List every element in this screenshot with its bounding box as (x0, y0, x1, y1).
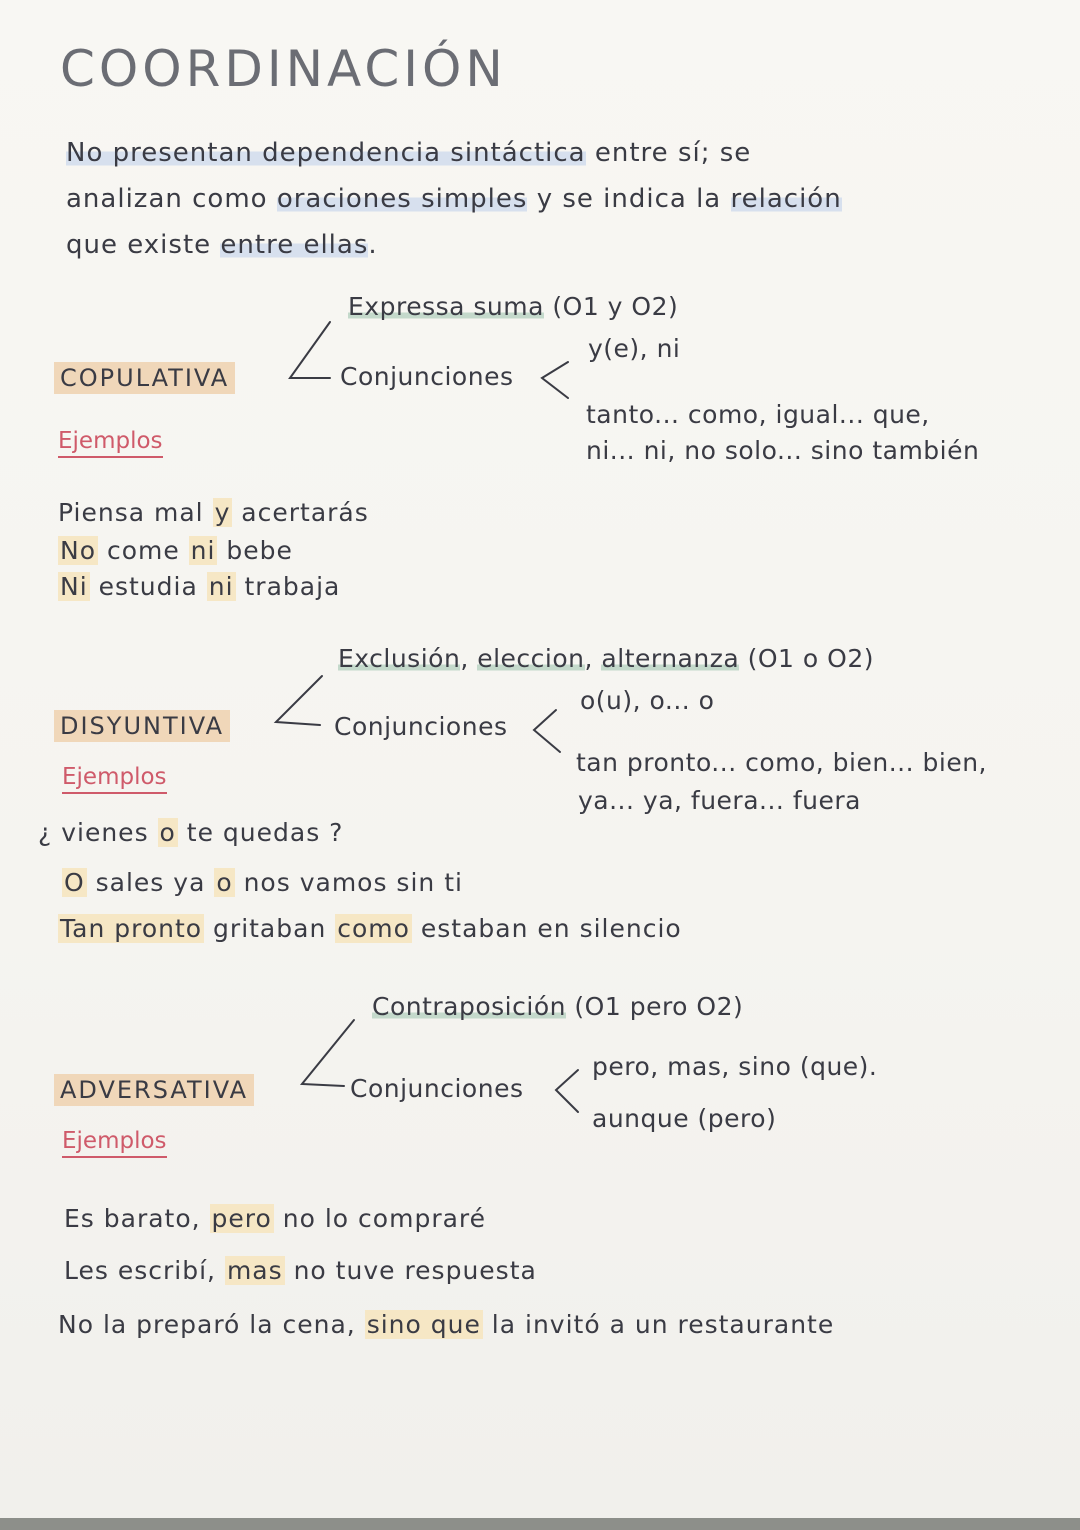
example-conjunction: o (216, 868, 233, 897)
intro-highlight: No presentan dependencia sintáctica (66, 138, 586, 168)
example-text: te quedas ? (177, 818, 344, 847)
example-conjunction: Tan pronto (60, 914, 203, 943)
meaning-highlight: Exclusión (338, 644, 461, 673)
meaning-text: , (584, 644, 602, 673)
intro-highlight: oraciones simples (276, 184, 528, 214)
disyuntiva-label: DISYUNTIVA (54, 710, 230, 742)
example-conjunction: y (214, 498, 231, 527)
copulativa-example-1 (58, 498, 369, 527)
copulativa-conj-3: ni... ni, no solo... sino también (586, 436, 980, 465)
meaning-text: (O1 y O2) (543, 292, 679, 321)
disyuntiva-ejemplos-heading: Ejemplos (62, 764, 167, 794)
example-text: no tuve respuesta (284, 1256, 537, 1285)
example-conjunction: pero (211, 1204, 272, 1233)
example-text: sales ya (86, 868, 215, 897)
example-conjunction: ni (208, 572, 234, 601)
example-text: nos vamos sin ti (234, 868, 463, 897)
disyuntiva-meaning (338, 644, 874, 673)
example-text: estaban en silencio (411, 914, 682, 943)
copulativa-ejemplos-heading: Ejemplos (58, 428, 163, 458)
meaning-text: (O1 o O2) (739, 644, 874, 673)
example-text: acertarás (232, 498, 369, 527)
example-text: estudia (89, 572, 207, 601)
disyuntiva-conj-3: ya... ya, fuera... fuera (578, 786, 861, 815)
example-conjunction: mas (226, 1256, 283, 1285)
meaning-highlight: alternanza (601, 644, 740, 673)
example-text: No la preparó la cena, (58, 1310, 365, 1339)
disyuntiva-conj-2: tan pronto... como, bien... bien, (576, 748, 987, 777)
page-edge (0, 1518, 1080, 1530)
adversativa-example-3 (58, 1310, 834, 1339)
example-conjunction: O (64, 868, 85, 897)
example-text: gritaban (204, 914, 336, 943)
example-text: trabaja (235, 572, 341, 601)
copulativa-conj-1: y(e), ni (588, 334, 681, 363)
example-conjunction: sino que (366, 1310, 481, 1339)
intro-highlight: relación (730, 184, 842, 214)
disyuntiva-conj-label: Conjunciones (334, 712, 508, 741)
example-conjunction: Ni (60, 572, 88, 601)
example-text: ¿ vienes (38, 818, 158, 847)
copulativa-conj-2: tanto... como, igual... que, (586, 400, 930, 429)
meaning-highlight: Expressa suma (348, 292, 544, 321)
disyuntiva-example-1 (38, 818, 343, 847)
intro-text: . (368, 230, 378, 260)
adversativa-conj-label: Conjunciones (350, 1074, 524, 1103)
adversativa-ejemplos-heading: Ejemplos (62, 1128, 167, 1158)
intro-text: ; se (700, 138, 752, 168)
meaning-text: (O1 pero O2) (565, 992, 744, 1021)
adversativa-meaning (372, 992, 743, 1021)
example-conjunction: como (337, 914, 410, 943)
example-text: Les escribí, (64, 1256, 225, 1285)
adversativa-conj-2: aunque (pero) (592, 1104, 777, 1133)
meaning-text: , (460, 644, 478, 673)
disyuntiva-example-3 (58, 914, 682, 943)
example-text: bebe (217, 536, 293, 565)
intro-line-3 (66, 230, 378, 260)
example-conjunction: o (159, 818, 176, 847)
meaning-highlight: Contraposición (372, 992, 566, 1021)
intro-text: que existe (66, 230, 221, 260)
example-text: Es barato, (64, 1204, 210, 1233)
copulativa-conj-label: Conjunciones (340, 362, 514, 391)
adversativa-example-2 (64, 1256, 537, 1285)
disyuntiva-example-2 (62, 868, 463, 897)
adversativa-label: ADVERSATIVA (54, 1074, 254, 1106)
example-text: come (98, 536, 189, 565)
example-text: Piensa mal (58, 498, 213, 527)
example-conjunction: No (60, 536, 96, 565)
copulativa-example-2 (58, 536, 293, 565)
meaning-highlight: eleccion (477, 644, 585, 673)
intro-highlight: entre ellas (220, 230, 369, 260)
disyuntiva-conj-1: o(u), o... o (580, 686, 715, 715)
intro-line-2 (66, 184, 842, 214)
copulativa-example-3 (58, 572, 340, 601)
page-title: COORDINACIÓN (60, 40, 507, 98)
intro-text: y se indica la (527, 184, 731, 214)
intro-line-1 (66, 138, 751, 168)
intro-text: entre sí (585, 138, 701, 168)
example-text: no lo compraré (273, 1204, 487, 1233)
copulativa-label: COPULATIVA (54, 362, 235, 394)
copulativa-meaning (348, 292, 678, 321)
example-text: la invitó a un restaurante (482, 1310, 835, 1339)
adversativa-conj-1: pero, mas, sino (que). (592, 1052, 878, 1081)
intro-text: analizan como (66, 184, 277, 214)
example-conjunction: ni (190, 536, 216, 565)
adversativa-example-1 (64, 1204, 486, 1233)
